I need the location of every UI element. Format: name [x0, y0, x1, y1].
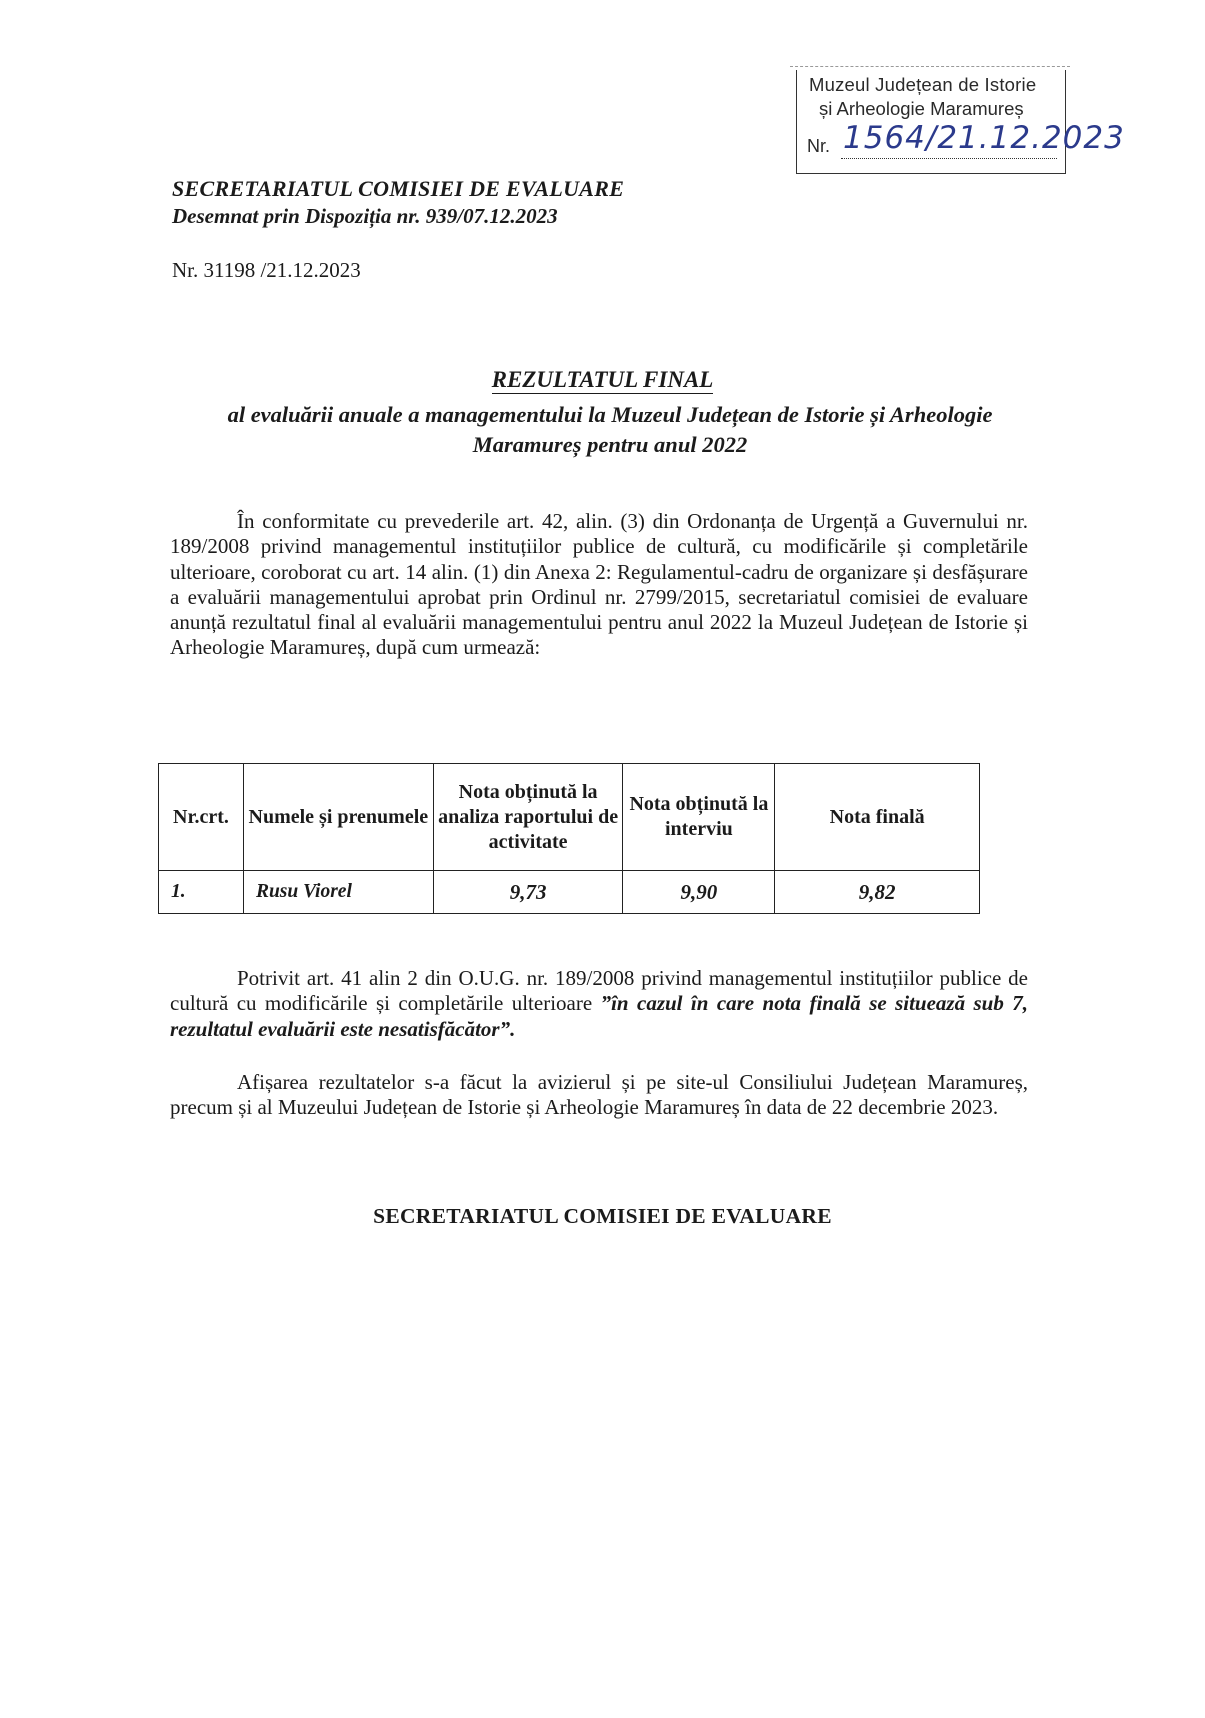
cell-nr-crt: 1.: [159, 871, 244, 914]
stamp-line-1: Muzeul Județean de Istorie: [809, 74, 1037, 95]
cell-interview-grade: 9,90: [623, 871, 775, 914]
page-title: [0, 367, 1205, 393]
header-interview-grade: Nota obținută la interviu: [623, 764, 775, 871]
page-title-text: REZULTATUL FINAL: [491, 367, 714, 392]
document-number: Nr. 31198 /21.12.2023: [172, 258, 361, 282]
signature-block: SECRETARIATUL COMISIEI DE EVALUARE: [373, 1204, 832, 1228]
stamp-nr-label: Nr.: [807, 136, 831, 156]
header-nr-crt: Nr.crt.: [159, 764, 244, 871]
page-subtitle: al evaluării anuale a managementului la Muzeul Județean de Istorie și Arheologie Maramureș pentru anul 2022: [227, 402, 993, 457]
paragraph-publication: Afișarea rezultatelor s-a făcut la avizierul și pe site-ul Consiliului Județean Maramureș, precum și al Muzeului Județean de Istorie și Arheologie Maramureș în data de 22 decembrie 2023.: [170, 1070, 1028, 1120]
header-line-1: SECRETARIATUL COMISIEI DE EVALUARE: [172, 176, 625, 201]
table-header-row: [159, 764, 980, 871]
header-name: Numele și prenumele: [243, 764, 433, 871]
header-line-2: Desemnat prin Dispoziția nr. 939/07.12.2023: [172, 204, 558, 228]
header-report-grade: Nota obținută la analiza raportului de activitate: [433, 764, 623, 871]
paragraph-intro: În conformitate cu prevederile art. 42, alin. (3) din Ordonanța de Urgență a Guvernului nr. 189/2008 privind managementul instituțiilor publice de cultură, cu modificările și completările ulterioare, coroborat cu art. 14 alin. (1) din Anexa 2: Regulamentul-cadru de organizare și desfășurare a evaluării managementului aprobat prin Ordinul nr. 2799/2015, secretariatul comisiei de evaluare anunță rezultatul final al evaluării managementului pentru anul 2022 la Muzeul Județean de Istorie și Arheologie Maramureș, după cum urmează:: [170, 509, 1028, 660]
cell-report-grade: 9,73: [433, 871, 623, 914]
stamp-handwritten-number: 1564/21.12.2023: [843, 120, 1125, 156]
header-final-grade: Nota finală: [775, 764, 980, 871]
cell-name: Rusu Viorel: [243, 871, 433, 914]
paragraph-legal-quote: ”în cazul în care nota finală se situează sub 7, rezultatul evaluării este nesatisfăcător”.: [170, 991, 1029, 1041]
table-row: [159, 871, 980, 914]
paragraph-legal-reference: [170, 966, 1028, 1042]
paragraph-legal-text: Potrivit art. 41 alin 2 din O.U.G. nr. 189/2008 privind managementul instituțiilor publice de cultură cu modificările și completările ulterioare: [170, 966, 1028, 1016]
stamp-underline: [841, 158, 1057, 159]
registration-stamp: [796, 70, 1125, 174]
results-table: [158, 763, 980, 914]
cell-final-grade: 9,82: [775, 871, 980, 914]
stamp-top-border: [790, 66, 1070, 67]
stamp-line-2: și Arheologie Maramureș: [819, 98, 1024, 119]
